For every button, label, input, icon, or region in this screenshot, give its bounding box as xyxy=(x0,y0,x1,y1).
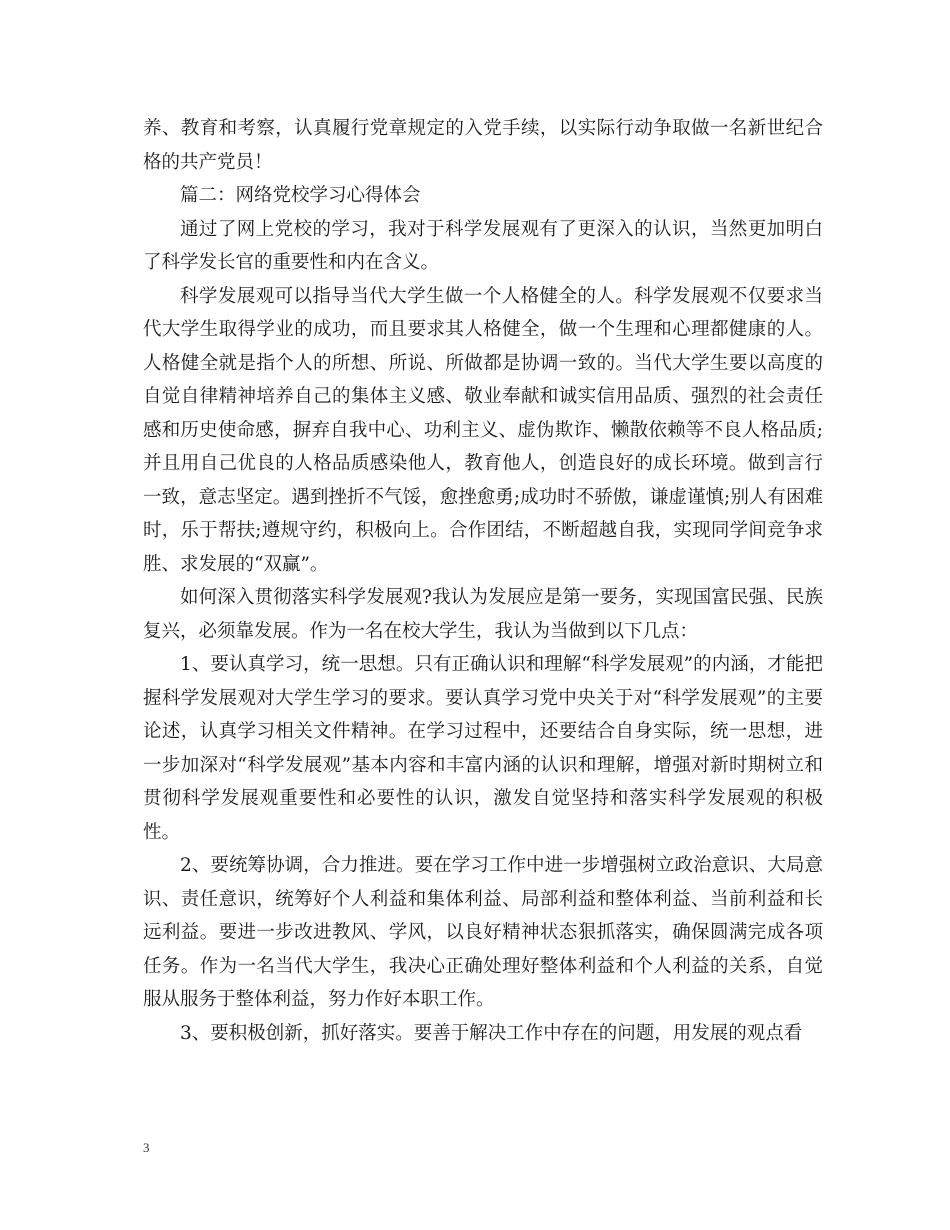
list-item-paragraph: 3、要积极创新，抓好落实。要善于解决工作中存在的问题，用发展的观点看 xyxy=(180,1022,803,1044)
paragraph: 如何深入贯彻落实科学发展观?我认为发展应是第一要务，实现国富民强、民族复兴，必须靠发展。作为一名在校大学生，我认为当做到以下几点： xyxy=(143,587,823,642)
paragraph: 科学发展观可以指导当代大学生做一个人格健全的人。科学发展观不仅要求当代大学生取得学业的成功，而且要求其人格健全，做一个生理和心理都健康的人。人格健全就是指个人的所想、所说、所做都是协调一致的。当代大学生要以高度的自觉自律精神培养自己的集体主义感、敬业奉献和诚实信用品质、强烈的社会责任感和历史使命感，摒弃自我中心、功利主义、虚伪欺诈、懒散依赖等不良人格品质;并且用自己优良的人格品质感染他人，教育他人，创造良好的成长环境。做到言行一致，意志坚定。遇到挫折不气馁，愈挫愈勇;成功时不骄傲，谦虚谨慎;别人有困难时，乐于帮扶;遵规守约，积极向上。合作团结，不断超越自我，实现同学间竞争求胜、求发展的“双赢”。 xyxy=(143,285,823,575)
page-number: 3 xyxy=(143,1140,150,1155)
paragraph-continuation: 养、教育和考察，认真履行党章规定的入党手续，以实际行动争取做一名新世纪合格的共产党员！ xyxy=(143,118,823,173)
document-body xyxy=(143,112,823,1050)
section-heading: 篇二：网络党校学习心得体会 xyxy=(180,185,421,206)
list-item-paragraph: 1、要认真学习，统一思想。只有正确认识和理解“科学发展观”的内涵，才能把握科学发展观对大学生学习的要求。要认真学习党中央关于对“科学发展观”的主要论述，认真学习相关文件精神。在学习过程中，还要结合自身实际，统一思想，进一步加深对“科学发展观”基本内容和丰富内涵的认识和理解，增强对新时期树立和贯彻科学发展观重要性和必要性的认识，激发自觉坚持和落实科学发展观的积极性。 xyxy=(143,654,823,843)
list-item-paragraph: 2、要统筹协调，合力推进。要在学习工作中进一步增强树立政治意识、大局意识、责任意识，统筹好个人利益和集体利益、局部利益和整体利益、当前利益和长远利益。要进一步改进教风、学风，以良好精神状态狠抓落实，确保圆满完成各项任务。作为一名当代大学生，我决心正确处理好整体利益和个人利益的关系，自觉服从服务于整体利益，努力作好本职工作。 xyxy=(143,855,823,1010)
paragraph: 通过了网上党校的学习，我对于科学发展观有了更深入的认识，当然更加明白了科学发长官的重要性和内在含义。 xyxy=(143,218,823,273)
